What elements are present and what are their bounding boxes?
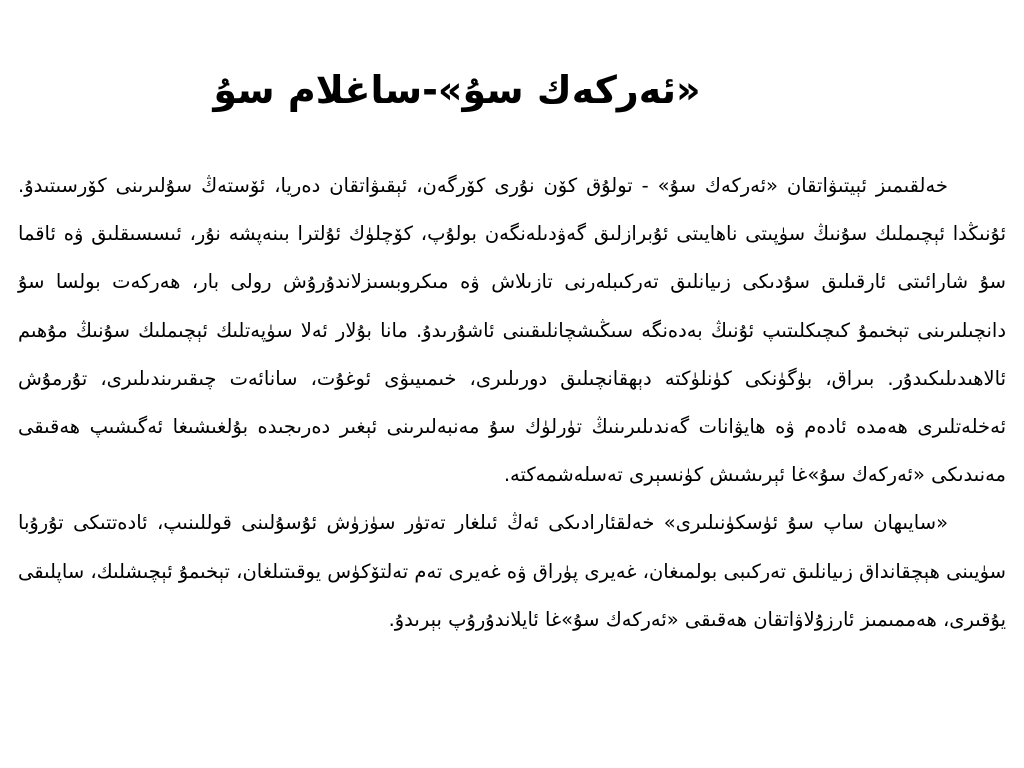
document-title: «ئەركەك سۇ»-ساغلام سۇ [213, 68, 701, 112]
document-body [18, 162, 1006, 644]
paragraph: «سايىھان ساپ سۇ ئۈسكۈنىلىرى» خەلقئارادىكى ئەڭ ئىلغار تەتۈر سۈزۈش ئۇسۇلىنى قوللىنىپ، ئادەتتىكى تۇرۇبا سۈيىنى ھېچقانداق زىيانلىق تەركىبى بولمىغان، غەيرى پۈراق ۋە غەيرى تەم تەلتۆكۈس يوقىتىلغان، تېخىمۇ ئېچىشلىك، ساپلىقى يۇقىرى، ھەممىمىز ئارزۇلاۋاتقان ھەقىقى «ئەركەك سۇ»غا ئايلاندۇرۇپ بېرىدۇ. [18, 511, 1006, 631]
paragraph: خەلقىمىز ئېيتىۋاتقان «ئەركەك سۇ» - تولۇق كۆن نۇرى كۆرگەن، ئېقىۋاتقان دەريا، ئۆستەڭ سۇلىرىنى كۆرسىتىدۇ. ئۇنىڭدا ئېچىملىك سۇنىڭ سۈپىتى ناھايىتى ئۇبرازلىق گەۋدىلەنگەن بولۇپ، كۆچلۈك ئۇلترا بىنەپشە نۇر، ئىسسىقلىق ۋە ئاقما سۇ شارائىتى ئارقىلىق سۇدىكى زىيانلىق تەركىبلەرنى تازىلاش ۋە مىكروبسىزلاندۇرۇش رولى بار، ھەركەت بولسا سۇ دانچىلىرىنى تېخىمۇ كىچىكلىتىپ ئۇنىڭ بەدەنگە سىڭىشچانلىقىنى ئاشۇرىدۇ. مانا بۇلار ئەلا سۈپەتلىك ئېچىملىك سۇنىڭ مۇھىم ئالاھىدىلىكىدۇر. بىراق، بۈگۈنكى كۈنلۈكتە دېھقانچىلىق دورىلىرى، خىمىيىۋى ئوغۇت، سانائەت چىقىرىندىلىرى، تۇرمۇش ئەخلەتلىرى ھەمدە ئادەم ۋە ھايۋانات گەندىلىرىنىڭ تۈرلۈك سۇ مەنبەلىرىنى ئېغىر دەرىجىدە بۇلغىشىغا ئەگىشىپ ھەقىقى مەنىدىكى «ئەركەك سۇ»غا ئېرىشىش كۈنسېرى تەسلەشمەكتە. [18, 174, 1006, 487]
